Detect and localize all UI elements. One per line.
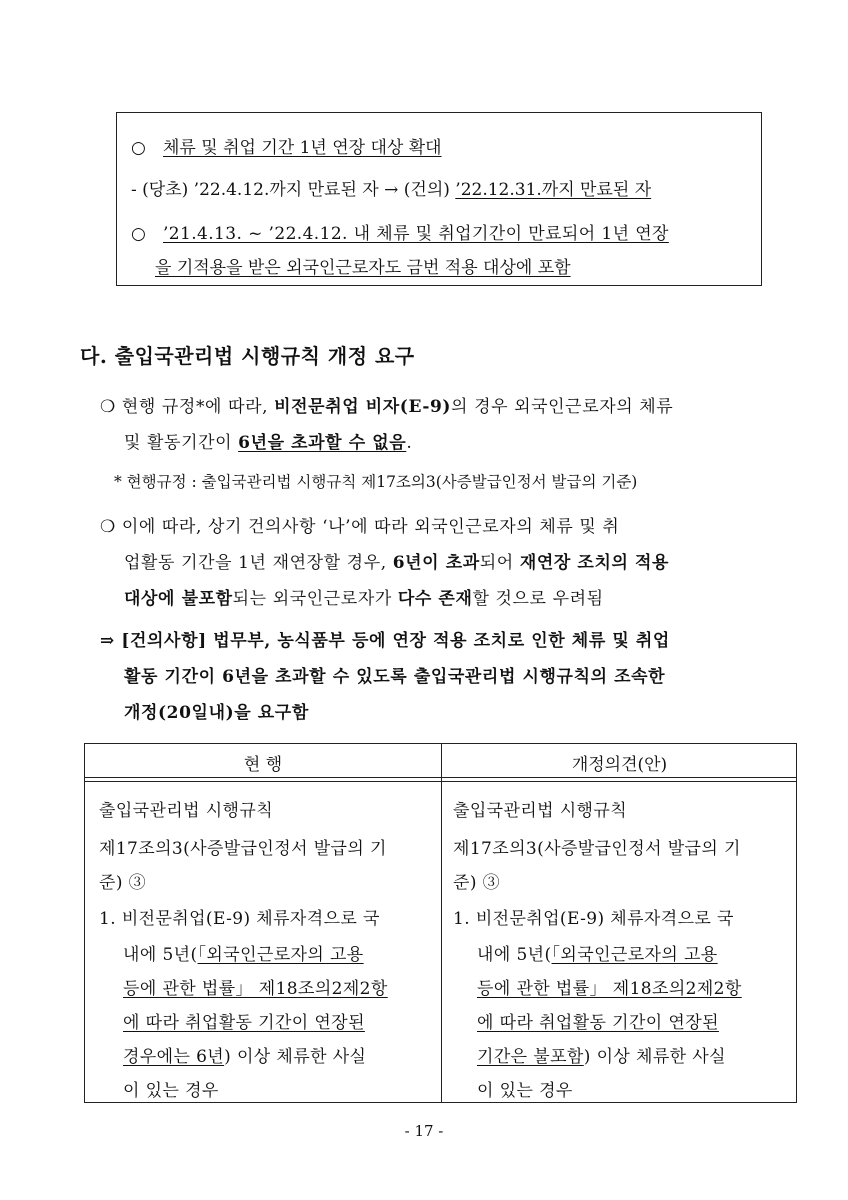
cell-law: 출입국관리법 시행규칙 xyxy=(453,801,628,821)
box-item-1-text: 체류 및 취업 기간 1년 연장 대상 확대 xyxy=(163,138,442,158)
page-number: - 17 - xyxy=(404,1122,444,1140)
paragraph-1-line-2 xyxy=(124,428,412,453)
box-item-2-text-1: ’21.4.13. ~ ’22.4.12. 내 체류 및 취업기간이 만료되어 1년 연장 xyxy=(163,224,669,244)
p2-text-i: 할 것으로 우려됨 xyxy=(472,589,604,609)
p2-text-c: 6년이 초과 xyxy=(392,553,480,573)
suggestion-line-3: 개정(20일내)을 요구함 xyxy=(124,703,309,723)
cell-item-1: 1. 비전문취업(E-9) 체류자격으로 국 xyxy=(99,909,380,929)
cell-item-5a: 기간은 불포함 xyxy=(477,1047,584,1067)
cell-item-2b: 「외국인근로자의 고용 xyxy=(551,945,718,965)
cell-item-5 xyxy=(123,1042,366,1067)
comparison-table xyxy=(84,743,797,1103)
cell-item-2b: 「외국인근로자의 고용 xyxy=(197,945,364,965)
p2-text-a: 이에 따라, 상기 건의사항 ‘나’에 따라 외국인근로자의 체류 및 취 xyxy=(115,517,620,537)
p2-text-d: 되어 xyxy=(479,553,520,573)
p1-text-f: . xyxy=(406,433,413,453)
box-sub-prefix: - (당초) xyxy=(131,180,194,200)
box-item-2-line2 xyxy=(155,253,571,278)
hollow-circle-bullet-icon: ❍ xyxy=(100,517,116,537)
table-header-current: 현 행 xyxy=(243,755,283,775)
p2-text-b: 업활동 기간을 1년 재연장할 경우, xyxy=(124,553,393,573)
suggestion-text-1: 법무부, 농식품부 등에 연장 적용 조치로 인한 체류 및 취업 xyxy=(206,631,670,651)
cell-article-2: 준) ③ xyxy=(99,873,147,893)
cell-law: 출입국관리법 시행규칙 xyxy=(99,801,274,821)
box-item-2-text-2: 을 기적용을 받은 외국인근로자도 금번 적용 대상에 포함 xyxy=(155,258,571,278)
p2-text-g: 되는 외국인근로자가 xyxy=(232,589,398,609)
box-sub-arrow: → (건의) xyxy=(378,180,456,200)
suggestion-line-2: 활동 기간이 6년을 초과할 수 있도록 출입국관리법 시행규칙의 조속한 xyxy=(124,667,666,687)
cell-item-2a: 내에 5년( xyxy=(477,945,552,965)
cell-item-3: 등에 관한 법률」 제18조의2제2항 xyxy=(123,979,388,999)
header-separator xyxy=(85,777,796,782)
arrow-icon: ⇒ xyxy=(100,631,122,651)
cell-item-3: 등에 관한 법률」 제18조의2제2항 xyxy=(477,979,742,999)
box-item-2-line1 xyxy=(131,219,669,244)
cell-article-2: 준) ③ xyxy=(453,873,501,893)
column-divider xyxy=(441,744,442,1102)
cell-item-4: 에 따라 취업활동 기간이 연장된 xyxy=(123,1013,365,1033)
circle-bullet-icon: ○ xyxy=(131,138,146,158)
cell-article-1: 제17조의3(사증발급인정서 발급의 기 xyxy=(99,839,387,859)
p2-text-e: 재연장 조치의 적용 xyxy=(519,553,670,573)
p1-text-e: 6년을 초과할 수 없음 xyxy=(238,433,407,453)
cell-item-4: 에 따라 취업활동 기간이 연장된 xyxy=(477,1013,719,1033)
suggestion-label: [건의사항] xyxy=(121,631,207,651)
cell-item-5 xyxy=(477,1042,726,1067)
summary-box xyxy=(116,112,762,286)
box-sub-before: ’22.4.12.까지 만료된 자 xyxy=(193,180,379,200)
box-item-1 xyxy=(131,133,442,158)
p1-text-b: 비전문취업 비자(E-9) xyxy=(274,397,452,417)
cell-item-6: 이 있는 경우 xyxy=(477,1081,573,1101)
cell-item-6: 이 있는 경우 xyxy=(123,1081,219,1101)
cell-item-5b: ) 이상 체류한 사실 xyxy=(224,1047,367,1067)
paragraph-2-line-2 xyxy=(124,548,669,573)
cell-item-2 xyxy=(477,940,718,965)
p1-text-c: 의 경우 외국인근로자의 체류 xyxy=(451,397,674,417)
cell-item-2a: 내에 5년( xyxy=(123,945,198,965)
cell-article-1: 제17조의3(사증발급인정서 발급의 기 xyxy=(453,839,741,859)
paragraph-1-line-1 xyxy=(100,392,673,417)
cell-item-5b: ) 이상 체류한 사실 xyxy=(583,1047,726,1067)
box-sub-after: ’22.12.31.까지 만료된 자 xyxy=(455,180,652,200)
p2-text-h: 다수 존재 xyxy=(397,589,473,609)
box-sub-item xyxy=(131,175,651,200)
suggestion-line-1 xyxy=(100,626,670,651)
p1-text-d: 및 활동기간이 xyxy=(124,433,239,453)
table-header-proposed: 개정의견(안) xyxy=(571,755,668,775)
paragraph-2-line-3 xyxy=(124,584,604,609)
cell-item-5a: 경우에는 6년 xyxy=(123,1047,225,1067)
circle-bullet-icon: ○ xyxy=(131,224,147,244)
cell-item-1: 1. 비전문취업(E-9) 체류자격으로 국 xyxy=(453,909,734,929)
p1-text-a: 현행 규정*에 따라, xyxy=(115,397,275,417)
footnote: * 현행규정 : 출입국관리법 시행규칙 제17조의3(사증발급인정서 발급의 기준) xyxy=(114,473,638,491)
cell-item-2 xyxy=(123,940,364,965)
p2-text-f: 대상에 불포함 xyxy=(124,589,233,609)
paragraph-2-line-1 xyxy=(100,512,619,537)
hollow-circle-bullet-icon: ❍ xyxy=(100,397,116,417)
section-title: 다. 출입국관리법 시행규칙 개정 요구 xyxy=(80,344,415,368)
